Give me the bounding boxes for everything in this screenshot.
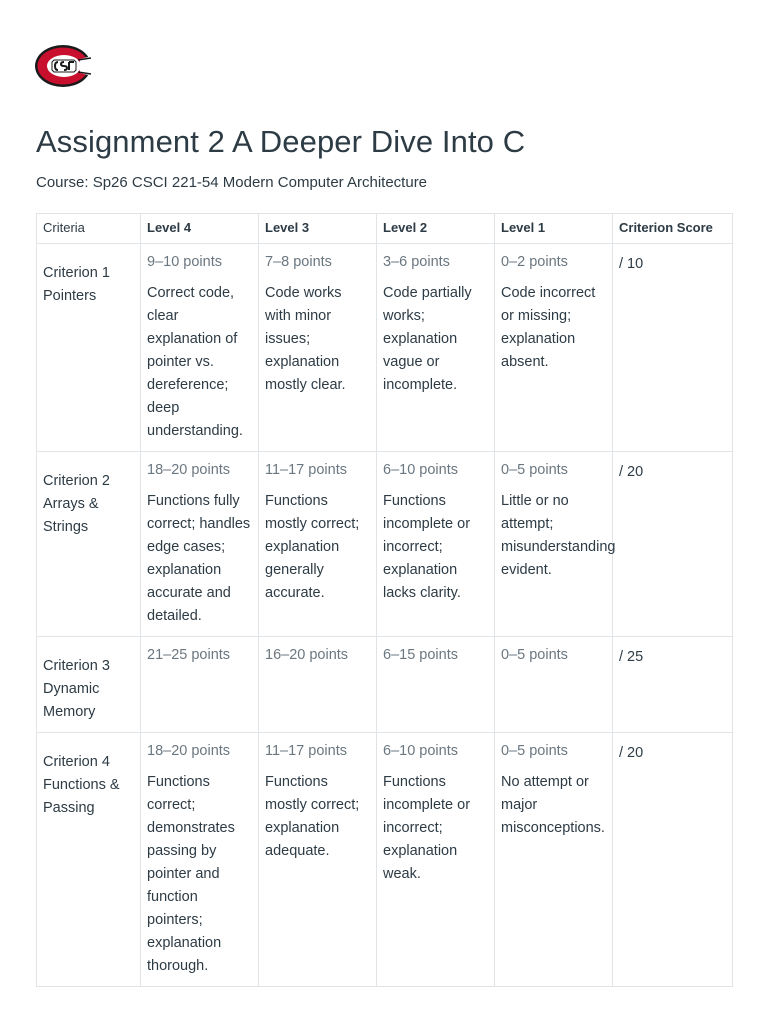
level-description: Functions correct; demonstrates passing by pointer and function pointers; explanation thorough. <box>147 774 235 974</box>
score-cell <box>613 452 733 637</box>
criterion-score: / 10 <box>619 256 644 272</box>
column-header-level-3: Level 3 <box>259 214 377 244</box>
level-description: Functions incomplete or incorrect; explanation weak. <box>383 774 471 882</box>
level-cell <box>259 637 377 733</box>
level-description: Functions incomplete or incorrect; explanation lacks clarity. <box>383 493 471 601</box>
level-cell <box>495 452 616 637</box>
level-description: Functions mostly correct; explanation adequate. <box>265 774 360 859</box>
table-row <box>37 452 733 637</box>
level-cell <box>377 452 495 637</box>
rubric-table <box>36 213 733 987</box>
criterion-cell: Criterion 3 Dynamic Memory <box>37 637 141 733</box>
level-cell <box>495 244 613 452</box>
csu-logo-icon <box>34 42 94 90</box>
points-label: 0–5 points <box>501 743 568 759</box>
level-description: Correct code, clear explanation of pointer vs. dereference; deep understanding. <box>147 285 243 439</box>
level-description: Little or no attempt; misunderstanding evident. <box>501 493 616 578</box>
table-row <box>37 244 733 452</box>
points-label: 0–5 points <box>501 462 568 478</box>
column-header-criteria: Criteria <box>37 214 141 244</box>
points-label: 0–5 points <box>501 647 568 663</box>
criterion-cell: Criterion 1 Pointers <box>37 244 141 452</box>
points-label: 6–10 points <box>383 743 458 759</box>
points-label: 21–25 points <box>147 647 231 663</box>
points-label: 6–10 points <box>383 462 458 478</box>
level-cell <box>141 637 259 733</box>
level-cell <box>377 244 495 452</box>
level-description: Code works with minor issues; explanation mostly clear. <box>265 285 346 393</box>
criterion-cell: Criterion 2 Arrays & Strings <box>37 452 141 637</box>
points-label: 9–10 points <box>147 254 222 270</box>
points-label: 18–20 points <box>147 743 231 759</box>
course-label: Course: Sp26 CSCI 221-54 Modern Computer Architecture <box>36 174 428 191</box>
table-row <box>37 733 733 987</box>
level-cell <box>259 452 377 637</box>
column-header-level-1: Level 1 <box>495 214 613 244</box>
points-label: 6–15 points <box>383 647 458 663</box>
points-label: 11–17 points <box>265 743 347 759</box>
level-cell <box>259 733 377 987</box>
table-row <box>37 637 733 733</box>
rubric-header-row <box>37 214 733 244</box>
column-header-criterion-score: Criterion Score <box>613 214 733 244</box>
level-cell <box>495 637 613 733</box>
points-label: 7–8 points <box>265 254 332 270</box>
level-description: Code incorrect or missing; explanation absent. <box>501 285 596 370</box>
criterion-score: / 20 <box>619 745 644 761</box>
page-title: Assignment 2 A Deeper Dive Into C <box>36 124 526 159</box>
level-description: Code partially works; explanation vague or incomplete. <box>383 285 472 393</box>
criterion-score: / 25 <box>619 649 644 665</box>
level-description: No attempt or major misconceptions. <box>501 774 605 836</box>
criterion-cell: Criterion 4 Functions & Passing <box>37 733 141 987</box>
level-cell <box>377 733 495 987</box>
level-cell <box>141 452 259 637</box>
points-label: 16–20 points <box>265 647 349 663</box>
points-label: 0–2 points <box>501 254 568 270</box>
score-cell <box>613 244 733 452</box>
level-cell <box>259 244 377 452</box>
level-cell <box>141 244 259 452</box>
column-header-level-2: Level 2 <box>377 214 495 244</box>
level-cell <box>495 733 613 987</box>
level-cell <box>141 733 259 987</box>
points-label: 3–6 points <box>383 254 450 270</box>
level-cell <box>377 637 495 733</box>
points-label: 18–20 points <box>147 462 231 478</box>
points-label: 11–17 points <box>265 462 347 478</box>
score-cell <box>613 637 733 733</box>
score-cell <box>613 733 733 987</box>
level-description: Functions mostly correct; explanation generally accurate. <box>265 493 360 601</box>
level-description: Functions fully correct; handles edge cases; explanation accurate and detailed. <box>147 493 251 624</box>
column-header-level-4: Level 4 <box>141 214 259 244</box>
criterion-score: / 20 <box>619 464 644 480</box>
